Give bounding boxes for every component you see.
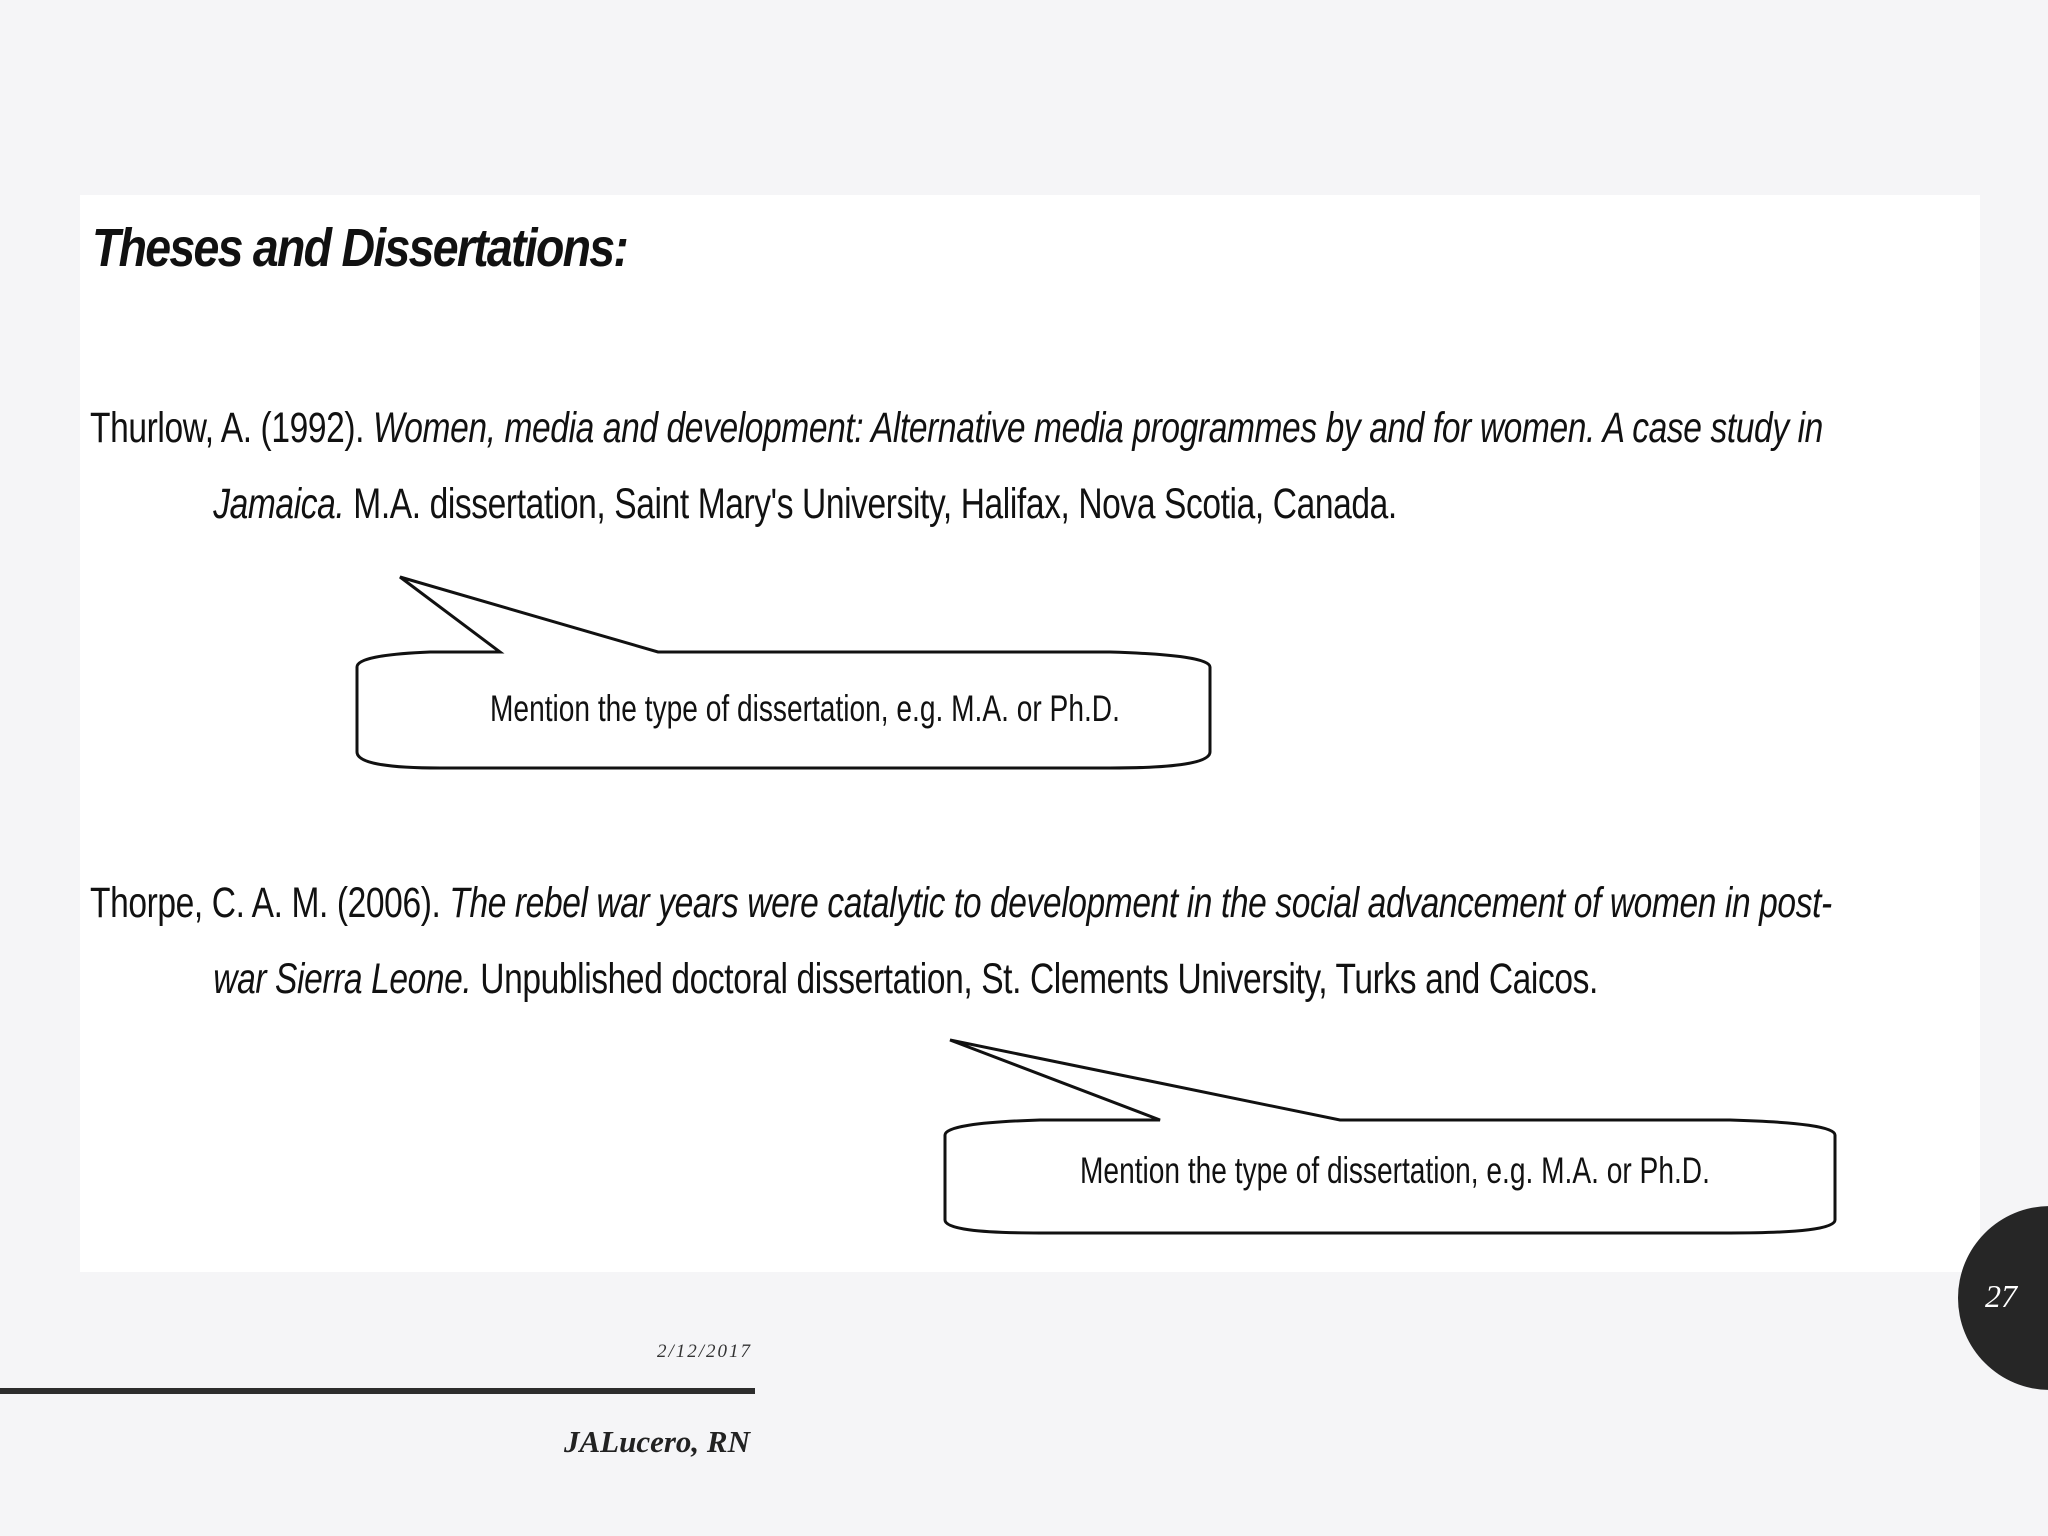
reference-title: The rebel war years were catalytic to development in the social advancement of women in post- [449,879,1832,927]
callout-bubble [930,1010,1850,1250]
reference-title: Women, media and development: Alternative media programmes by and for women. A case study in [373,404,1823,452]
reference-entry [90,390,1823,542]
footer-divider [0,1388,755,1394]
reference-entry [90,865,1832,1017]
callout-text: Mention the type of dissertation, e.g. M.A. or Ph.D. [1080,1150,1710,1191]
footer-date: 2/12/2017 [656,1341,752,1362]
reference-details: M.A. dissertation, Saint Mary's University, Halifax, Nova Scotia, Canada. [344,480,1397,528]
callout-text: Mention the type of dissertation, e.g. M.A. or Ph.D. [490,688,1120,729]
page-number: 27 [1985,1278,2017,1314]
reference-title-continued: war Sierra Leone. [213,955,472,1003]
reference-details: Unpublished doctoral dissertation, St. Clements University, Turks and Caicos. [471,955,1598,1003]
callout-shape [930,1010,1850,1250]
section-heading: Theses and Dissertations: [92,218,628,278]
callout-bubble [340,555,1220,775]
slide-content-image [80,195,1980,1272]
reference-title-continued: Jamaica. [213,480,345,528]
reference-author-year: Thurlow, A. (1992). [90,404,374,452]
footer-author: JALucero, RN [564,1424,750,1459]
reference-author-year: Thorpe, C. A. M. (2006). [90,879,450,927]
callout-shape [340,555,1220,775]
